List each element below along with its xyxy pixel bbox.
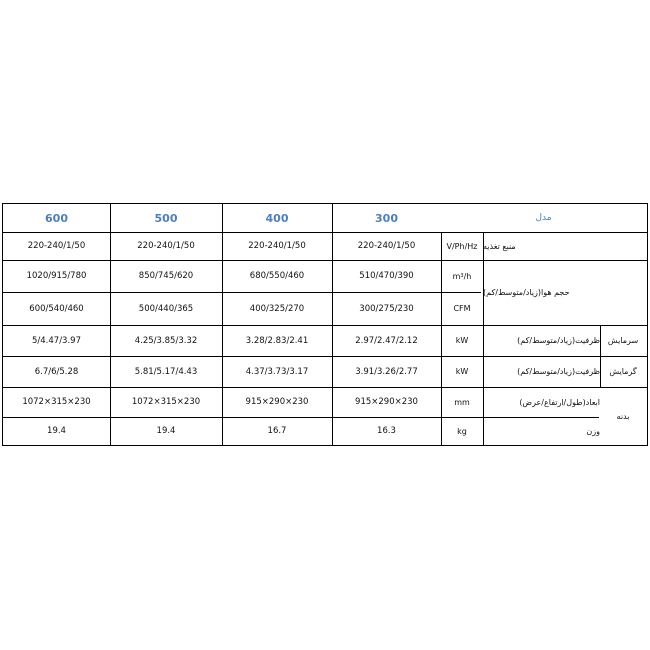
weight-600: 19.4 bbox=[47, 426, 66, 436]
cooling-500: 4.25/3.85/3.32 bbox=[134, 335, 198, 346]
heating-300: 3.91/3.26/2.77 bbox=[355, 366, 418, 377]
cooling-label: ظرفیت(زیاد/متوسط/کم) bbox=[517, 336, 600, 345]
airflow-m3h-unit: m 3 /h bbox=[452, 271, 472, 281]
model-500-header: 500 bbox=[154, 211, 178, 225]
airflow-m3h-600: 1020/915/780 bbox=[26, 271, 87, 281]
airflow-cfm-unit: CFM bbox=[453, 304, 471, 313]
heating-unit: kW bbox=[455, 367, 469, 376]
airflow-cfm-400: 400/325/270 bbox=[249, 303, 305, 314]
model-300-header: 300 bbox=[375, 211, 398, 225]
model-label: مدل bbox=[535, 213, 552, 223]
dimensions-600: 1072×315×230 bbox=[22, 397, 91, 407]
weight-label: وزن bbox=[586, 426, 600, 436]
power-500: 220-240/1/50 bbox=[137, 241, 195, 251]
heating-400: 4.37/3.73/3.17 bbox=[245, 366, 309, 377]
weight-500: 19.4 bbox=[156, 426, 176, 436]
model-400-header: 400 bbox=[265, 211, 289, 225]
dimensions-unit: mm bbox=[454, 397, 470, 407]
power-unit: V/Ph/Hz bbox=[446, 241, 478, 251]
power-400: 220-240/1/50 bbox=[248, 241, 306, 251]
cooling-600: 5/4.47/3.97 bbox=[32, 335, 81, 346]
heating-group: گرمایش bbox=[609, 367, 637, 376]
airflow-m3h-300: 510/470/390 bbox=[359, 271, 414, 281]
airflow-cfm-600: 600/540/460 bbox=[29, 303, 84, 314]
airflow-label: حجم هوا(زیاد/متوسط/کم) bbox=[483, 288, 570, 297]
airflow-m3h-500: 850/745/620 bbox=[138, 271, 194, 281]
spec-table bbox=[2, 203, 648, 446]
power-600: 220-240/1/50 bbox=[27, 241, 86, 251]
airflow-cfm-500: 500/440/365 bbox=[138, 303, 194, 314]
airflow-m3h-400: 680/550/460 bbox=[249, 271, 305, 281]
body-group: بدنه bbox=[616, 411, 630, 421]
cooling-300: 2.97/2.47/2.12 bbox=[355, 335, 418, 346]
airflow-cfm-300: 300/275/230 bbox=[359, 303, 414, 314]
heating-label: ظرفیت(زیاد/متوسط/کم) bbox=[517, 367, 600, 376]
heating-600: 6.7/6/5.28 bbox=[34, 366, 79, 377]
weight-300: 16.3 bbox=[377, 426, 396, 436]
dimensions-300: 915×290×230 bbox=[355, 397, 418, 407]
dimensions-label: ابعاد(طول/ارتفاع/عرض) bbox=[519, 397, 600, 407]
cooling-unit: kW bbox=[455, 336, 469, 345]
power-label: منبع تغذیه bbox=[483, 241, 516, 251]
heating-500: 5.81/5.17/4.43 bbox=[134, 366, 198, 377]
cooling-group: سرمایش bbox=[607, 336, 639, 345]
power-300: 220-240/1/50 bbox=[357, 241, 416, 251]
model-600-header: 600 bbox=[45, 211, 68, 225]
dimensions-400: 915×290×230 bbox=[245, 397, 309, 407]
weight-unit: kg bbox=[457, 426, 467, 436]
dimensions-500: 1072×315×230 bbox=[131, 397, 201, 407]
cooling-400: 3.28/2.83/2.41 bbox=[245, 335, 309, 346]
weight-400: 16.7 bbox=[267, 426, 287, 436]
